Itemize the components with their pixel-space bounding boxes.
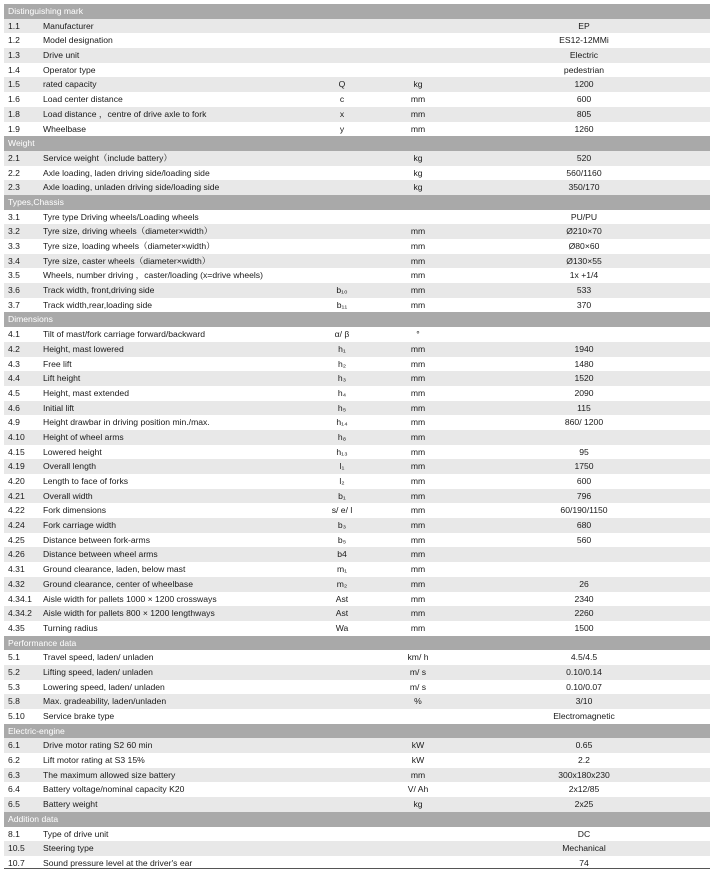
row-value: 1x +1/4: [569, 270, 599, 281]
row-description: Track width, front,driving side: [43, 285, 155, 296]
table-row: [4, 606, 710, 621]
row-unit: mm: [410, 769, 426, 780]
row-description: Service weight（include battery）: [43, 152, 172, 163]
row-value: 2x12/85: [568, 784, 600, 795]
row-unit: km/ h: [407, 652, 429, 663]
row-symbol: α/ β: [334, 329, 350, 340]
row-symbol: Ast: [335, 593, 349, 604]
row-unit: mm: [410, 505, 426, 516]
row-description: rated capacity: [43, 79, 97, 90]
row-unit: mm: [410, 387, 426, 398]
row-description: Lifting speed, laden/ unladen: [43, 666, 153, 677]
row-unit: mm: [410, 373, 426, 384]
row-symbol: m₂: [336, 578, 348, 589]
row-value: 74: [579, 857, 589, 868]
row-number: 4.34.1: [8, 593, 32, 604]
section-weight: [4, 136, 710, 195]
row-value: 1260: [574, 123, 594, 134]
row-unit: mm: [410, 417, 426, 428]
row-number: 6.4: [8, 784, 20, 795]
row-description: The maximum allowed size battery: [43, 769, 176, 780]
table-row: [4, 63, 710, 78]
row-number: 4.26: [8, 549, 25, 560]
row-unit: kg: [413, 79, 423, 90]
row-value: PU/PU: [570, 211, 598, 222]
row-number: 2.1: [8, 152, 20, 163]
row-unit: mm: [410, 446, 426, 457]
row-number: 2.2: [8, 167, 20, 178]
row-unit: mm: [410, 270, 426, 281]
row-value: 600: [576, 476, 592, 486]
row-description: Overall length: [43, 461, 97, 472]
row-number: 4.5: [8, 387, 20, 398]
row-symbol: Wa: [335, 622, 349, 633]
row-unit: V/ Ah: [407, 784, 429, 795]
row-unit: mm: [410, 108, 426, 119]
row-number: 3.1: [8, 211, 20, 222]
table-row: [4, 342, 710, 357]
table-row: [4, 180, 710, 195]
bottom-rule: [4, 868, 710, 869]
row-unit: mm: [410, 520, 426, 531]
row-unit: mm: [410, 622, 426, 633]
row-symbol: h₈: [337, 431, 347, 442]
row-number: 1.5: [8, 79, 20, 90]
row-unit: mm: [410, 226, 426, 237]
row-value: 1480: [574, 358, 594, 369]
row-value: 0.10/0.14: [566, 666, 602, 677]
row-value: Ø80×60: [568, 241, 600, 251]
section-distinguishing-mark: [4, 4, 710, 136]
row-number: 4.25: [8, 534, 25, 545]
row-description: Distance between wheel arms: [43, 549, 158, 560]
table-row: [4, 415, 710, 430]
section-header: Electric-engine: [4, 724, 710, 739]
row-value: DC: [577, 828, 591, 839]
section-header: Distinguishing mark: [4, 4, 710, 19]
section-dimensions: [4, 312, 710, 635]
row-unit: mm: [410, 255, 426, 266]
section-header: Addition data: [4, 812, 710, 827]
row-description: Free lift: [43, 358, 72, 369]
row-description: Load center distance: [43, 94, 123, 105]
row-number: 6.1: [8, 740, 20, 751]
table-row: [4, 166, 710, 181]
row-number: 4.24: [8, 520, 25, 531]
row-value: 115: [577, 402, 591, 413]
table-row: [4, 122, 710, 137]
row-number: 2.3: [8, 182, 20, 193]
row-value: 600: [576, 94, 592, 105]
section-performance-data: [4, 636, 710, 724]
row-number: 5.1: [8, 652, 20, 663]
row-value: 26: [579, 578, 589, 589]
row-description: Tilt of mast/fork carriage forward/backward: [43, 329, 206, 340]
section-addition-data: [4, 812, 710, 871]
table-row: [4, 327, 710, 342]
section-types-chassis: [4, 195, 710, 313]
table-row: [4, 665, 710, 680]
row-number: 4.15: [8, 446, 25, 457]
row-symbol: y: [339, 123, 345, 134]
row-description: Drive unit: [43, 50, 80, 61]
row-unit: mm: [410, 578, 426, 589]
table-row: [4, 592, 710, 607]
row-description: Initial lift: [43, 402, 75, 413]
table-row: [4, 239, 710, 254]
row-value: 4.5/4.5: [570, 652, 598, 663]
table-row: [4, 33, 710, 48]
table-row: [4, 518, 710, 533]
row-value: 350/170: [568, 182, 600, 193]
table-row: [4, 474, 710, 489]
row-symbol: b₁₀: [336, 285, 348, 296]
row-unit: mm: [410, 564, 426, 575]
table-row: [4, 680, 710, 695]
row-value: 2x25: [574, 799, 594, 810]
row-number: 5.2: [8, 666, 20, 677]
row-value: 2260: [574, 608, 594, 619]
row-value: 3/10: [575, 696, 593, 707]
row-number: 4.35: [8, 622, 25, 633]
row-description: Wheels, number driving ，caster/loading (x=drive wheels): [43, 270, 263, 281]
row-unit: mm: [410, 241, 426, 251]
row-value: 300x180x230: [558, 769, 610, 780]
row-number: 1.4: [8, 64, 20, 75]
row-unit: mm: [410, 343, 426, 354]
table-row: [4, 694, 710, 709]
row-number: 4.32: [8, 578, 25, 589]
row-symbol: b₅: [337, 534, 347, 545]
row-symbol: h₄: [337, 387, 347, 398]
row-unit: mm: [410, 299, 426, 310]
row-number: 10.7: [8, 857, 25, 868]
row-number: 8.1: [8, 828, 20, 839]
row-value: 520: [576, 152, 592, 163]
section-electric-engine: [4, 724, 710, 812]
row-number: 4.34.2: [8, 608, 32, 619]
section-header: Dimensions: [4, 312, 710, 327]
row-description: Max. gradeability, laden/unladen: [43, 696, 167, 707]
row-description: Turning radius: [43, 622, 98, 633]
row-number: 5.8: [8, 696, 20, 707]
row-description: Type of drive unit: [43, 828, 109, 839]
row-description: Drive motor rating S2 60 min: [43, 740, 153, 751]
row-value: 0.65: [575, 740, 593, 751]
row-value: 533: [576, 285, 592, 296]
row-value: Mechanical: [562, 843, 606, 854]
row-symbol: h₂: [337, 358, 347, 369]
table-row: [4, 459, 710, 474]
row-description: Aisle width for pallets 1000 × 1200 crossways: [43, 593, 217, 604]
row-description: Travel speed, laden/ unladen: [43, 652, 154, 663]
row-description: Lowering speed, laden/ unladen: [43, 681, 165, 692]
row-value: 560/1160: [566, 167, 602, 178]
row-value: 680: [576, 520, 592, 531]
row-description: Tyre size, loading wheels（diameter×width）: [43, 241, 215, 251]
row-value: ES12-12MMi: [559, 35, 609, 46]
row-description: Operator type: [43, 64, 96, 75]
row-description: Distance between fork-arms: [43, 534, 150, 545]
row-unit: mm: [410, 549, 426, 560]
row-unit: mm: [410, 461, 426, 472]
row-number: 1.2: [8, 35, 20, 46]
row-number: 4.22: [8, 505, 25, 516]
section-header: Weight: [4, 136, 710, 151]
row-symbol: c: [339, 94, 345, 105]
table-row: [4, 210, 710, 225]
row-description: Model designation: [43, 35, 113, 46]
row-number: 3.6: [8, 285, 20, 296]
row-number: 4.1: [8, 329, 20, 340]
row-description: Wheelbase: [43, 123, 86, 134]
table-row: [4, 298, 710, 313]
row-value: Electromagnetic: [553, 711, 615, 721]
table-row: [4, 430, 710, 445]
row-number: 4.21: [8, 490, 25, 501]
row-unit: kg: [413, 182, 423, 193]
table-row: [4, 650, 710, 665]
row-value: 1940: [574, 343, 594, 354]
row-description: Axle loading, laden driving side/loading side: [43, 167, 210, 178]
row-unit: mm: [410, 285, 426, 296]
table-row: [4, 77, 710, 92]
row-unit: mm: [410, 593, 426, 604]
table-row: [4, 547, 710, 562]
row-unit: mm: [410, 94, 426, 105]
row-symbol: h₅: [337, 402, 347, 413]
row-value: 1750: [574, 461, 594, 472]
table-row: [4, 562, 710, 577]
table-row: [4, 151, 710, 166]
row-description: Axle loading, unladen driving side/loading side: [43, 182, 220, 193]
table-row: [4, 503, 710, 518]
row-value: 860/ 1200: [564, 417, 604, 428]
row-description: Lowered height: [43, 446, 102, 457]
row-description: Track width,rear,loading side: [43, 299, 153, 310]
row-number: 4.9: [8, 417, 20, 428]
row-description: Battery weight: [43, 799, 98, 810]
table-row: [4, 768, 710, 783]
row-unit: kg: [413, 799, 423, 810]
row-description: Overall width: [43, 490, 93, 501]
row-number: 4.4: [8, 373, 20, 384]
row-number: 5.3: [8, 681, 20, 692]
row-unit: kg: [413, 152, 423, 163]
row-symbol: l₁: [339, 461, 345, 472]
table-row: [4, 621, 710, 636]
row-unit: m/ s: [409, 681, 427, 692]
row-unit: mm: [410, 402, 426, 413]
row-value: Ø210×70: [566, 226, 602, 237]
row-symbol: h₃: [337, 373, 347, 384]
table-row: [4, 782, 710, 797]
row-description: Lift motor rating at S3 15%: [43, 755, 145, 766]
table-row: [4, 268, 710, 283]
row-description: Tyre size, caster wheels（diameter×width）: [43, 255, 211, 266]
table-row: [4, 738, 710, 753]
row-number: 3.7: [8, 299, 20, 310]
row-value: 95: [579, 446, 589, 457]
row-description: Height, mast lowered: [43, 343, 124, 354]
row-unit: mm: [410, 358, 426, 369]
row-unit: kW: [411, 755, 425, 766]
row-description: Tyre size, driving wheels（diameter×width）: [43, 226, 213, 237]
row-unit: mm: [410, 476, 426, 486]
row-symbol: l₂: [339, 476, 345, 486]
row-number: 4.20: [8, 476, 25, 486]
row-number: 6.3: [8, 769, 20, 780]
row-value: 2.2: [578, 755, 590, 766]
row-unit: mm: [410, 608, 426, 619]
row-symbol: h₁: [338, 343, 346, 354]
row-symbol: s/ e/ l: [331, 505, 353, 516]
row-description: Steering type: [43, 843, 94, 854]
table-row: [4, 371, 710, 386]
row-value: 796: [576, 490, 592, 501]
row-value: 1520: [574, 373, 594, 384]
row-number: 1.3: [8, 50, 20, 61]
table-row: [4, 401, 710, 416]
row-number: 4.19: [8, 461, 25, 472]
row-number: 5.10: [8, 711, 25, 721]
table-row: [4, 709, 710, 724]
row-value: 60/190/1150: [560, 505, 608, 516]
table-row: [4, 841, 710, 856]
row-value: Electric: [569, 50, 599, 61]
row-symbol: Q: [338, 79, 346, 90]
row-symbol: Ast: [335, 608, 349, 619]
row-number: 1.9: [8, 123, 20, 134]
row-value: 560: [576, 534, 592, 545]
row-description: Sound pressure level at the driver's ear: [43, 857, 193, 868]
section-header: Performance data: [4, 636, 710, 651]
table-row: [4, 48, 710, 63]
table-row: [4, 107, 710, 122]
row-symbol: h₁₄: [336, 417, 348, 428]
row-description: Length to face of forks: [43, 476, 129, 486]
row-value: 1200: [574, 79, 594, 90]
row-description: Fork carriage width: [43, 520, 117, 531]
table-row: [4, 489, 710, 504]
row-unit: mm: [410, 431, 426, 442]
row-number: 1.8: [8, 108, 20, 119]
table-row: [4, 283, 710, 298]
row-number: 3.3: [8, 241, 20, 251]
row-value: EP: [578, 20, 590, 31]
row-value: 0.10/0.07: [566, 681, 602, 692]
row-number: 6.2: [8, 755, 20, 766]
row-symbol: x: [339, 108, 345, 119]
row-number: 4.6: [8, 402, 20, 413]
row-value: 370: [576, 299, 592, 310]
row-unit: kg: [413, 167, 423, 178]
row-unit: mm: [410, 534, 426, 545]
row-value: 805: [576, 108, 592, 119]
row-description: Lift height: [43, 373, 81, 384]
row-number: 6.5: [8, 799, 20, 810]
row-number: 4.2: [8, 343, 20, 354]
row-unit: mm: [410, 123, 426, 134]
table-row: [4, 797, 710, 812]
table-row: [4, 533, 710, 548]
row-value: Ø130×55: [566, 255, 602, 266]
row-description: Height drawbar in driving position min./max.: [43, 417, 210, 428]
table-row: [4, 357, 710, 372]
row-symbol: b₃: [337, 520, 347, 531]
table-row: [4, 577, 710, 592]
section-header: Types,Chassis: [4, 195, 710, 210]
row-unit: %: [414, 696, 422, 707]
row-symbol: m₁: [336, 564, 348, 575]
table-row: [4, 386, 710, 401]
row-number: 4.3: [8, 358, 20, 369]
row-description: Fork dimensions: [43, 505, 107, 516]
row-symbol: b₁₁: [336, 299, 348, 310]
row-value: 2090: [574, 387, 594, 398]
table-row: [4, 445, 710, 460]
row-symbol: b₁: [338, 490, 346, 501]
row-number: 1.6: [8, 94, 20, 105]
row-value: pedestrian: [563, 64, 605, 75]
row-description: Load distance ，centre of drive axle to fork: [43, 108, 207, 119]
table-row: [4, 19, 710, 34]
row-number: 3.2: [8, 226, 20, 237]
row-description: Service brake type: [43, 711, 115, 721]
table-row: [4, 827, 710, 842]
row-description: Height, mast extended: [43, 387, 129, 398]
row-number: 4.10: [8, 431, 25, 442]
row-number: 3.5: [8, 270, 20, 281]
row-value: 2340: [574, 593, 594, 604]
row-description: Ground clearance, center of wheelbase: [43, 578, 194, 589]
spec-sheet: [4, 4, 710, 871]
row-description: Battery voltage/nominal capacity K20: [43, 784, 185, 795]
row-unit: kW: [411, 740, 425, 751]
row-description: Tyre type Driving wheels/Loading wheels: [43, 211, 199, 222]
row-description: Height of wheel arms: [43, 431, 124, 442]
row-unit: m/ s: [409, 666, 427, 677]
table-row: [4, 224, 710, 239]
row-unit: mm: [410, 490, 426, 501]
row-unit: °: [416, 329, 420, 340]
row-symbol: h₁₃: [336, 446, 348, 457]
table-row: [4, 753, 710, 768]
row-description: Ground clearance, laden, below mast: [43, 564, 186, 575]
row-number: 1.1: [8, 20, 20, 31]
row-number: 10.5: [8, 843, 25, 854]
row-number: 3.4: [8, 255, 20, 266]
table-row: [4, 254, 710, 269]
row-description: Aisle width for pallets 800 × 1200 lengthways: [43, 608, 215, 619]
row-symbol: b4: [337, 549, 347, 560]
row-number: 4.31: [8, 564, 25, 575]
table-row: [4, 92, 710, 107]
row-description: Manufacturer: [43, 20, 94, 31]
row-value: 1500: [574, 622, 594, 633]
